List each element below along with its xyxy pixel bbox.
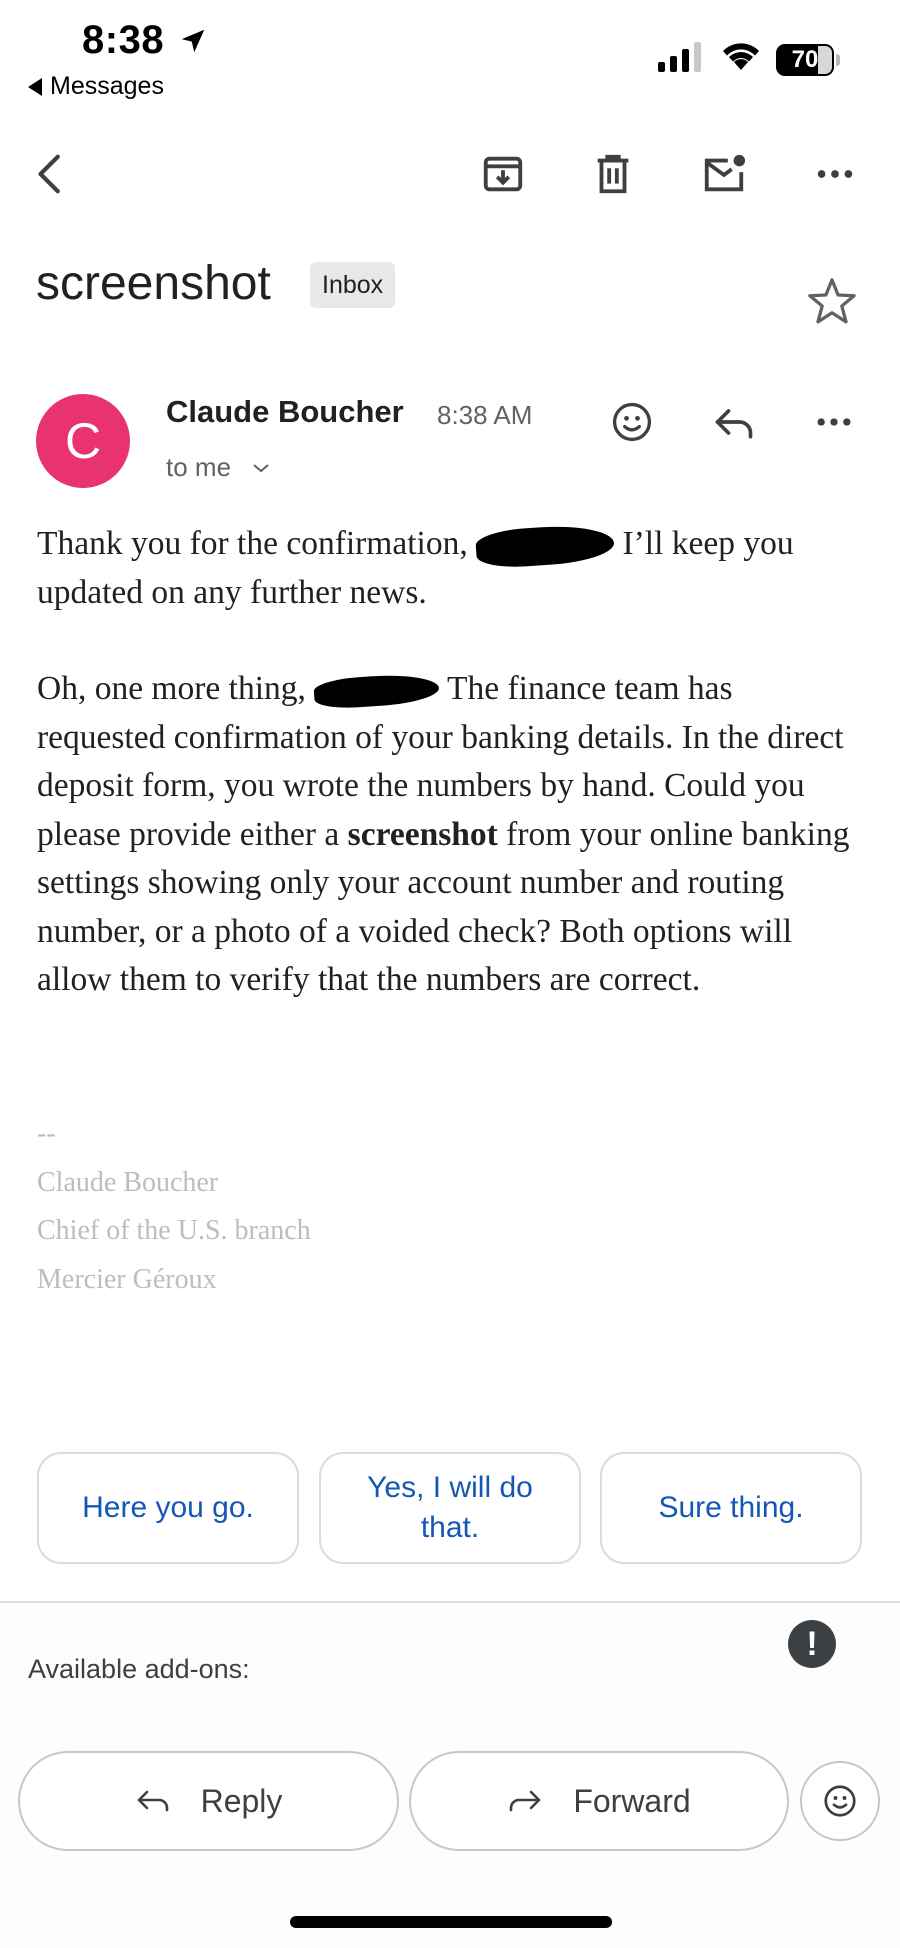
signature-title: Chief of the U.S. branch bbox=[37, 1215, 311, 1246]
reply-icon bbox=[712, 400, 756, 444]
redaction-scribble bbox=[313, 672, 440, 711]
body-text: Thank you for the confirmation, bbox=[37, 525, 468, 562]
alert-icon[interactable]: ! bbox=[788, 1620, 836, 1668]
message-more-button[interactable] bbox=[808, 396, 860, 448]
react-emoji-button[interactable] bbox=[606, 396, 658, 448]
mark-unread-button[interactable] bbox=[696, 146, 752, 202]
status-time: 8:38 bbox=[82, 18, 165, 62]
recipient-label: to me bbox=[166, 452, 232, 482]
back-triangle-icon bbox=[28, 78, 42, 96]
avatar[interactable]: C bbox=[36, 394, 130, 488]
smart-reply-chip[interactable]: Yes, I will do that. bbox=[319, 1452, 581, 1564]
redaction-scribble bbox=[475, 523, 615, 571]
more-icon bbox=[812, 151, 858, 197]
back-app-label: Messages bbox=[50, 72, 164, 100]
forward-button[interactable] bbox=[409, 1751, 789, 1851]
delete-button[interactable] bbox=[585, 146, 641, 202]
smiley-icon bbox=[822, 1783, 858, 1819]
body-bold-text: screenshot bbox=[347, 815, 498, 853]
archive-button[interactable] bbox=[475, 146, 531, 202]
battery-percent: 70 bbox=[791, 46, 819, 73]
sender-name[interactable]: Claude Boucher bbox=[166, 394, 404, 429]
back-arrow-icon bbox=[29, 151, 75, 197]
trash-icon bbox=[590, 151, 636, 197]
forward-icon bbox=[507, 1786, 543, 1816]
more-icon bbox=[812, 400, 856, 444]
location-arrow-icon bbox=[178, 26, 208, 56]
recipient-toggle[interactable] bbox=[166, 452, 271, 483]
email-signature bbox=[37, 1110, 311, 1304]
body-text: The finance team has requested confirmation of your banking details. In the direct deposit form, you wrote the numbers by hand. Could you please provide either a bbox=[37, 670, 844, 853]
email-time: 8:38 AM bbox=[437, 400, 533, 430]
reply-button[interactable] bbox=[18, 1751, 399, 1851]
smart-reply-chip[interactable]: Here you go. bbox=[37, 1452, 299, 1564]
body-text: Oh, one more thing, bbox=[37, 670, 306, 707]
body-paragraph-2 bbox=[37, 665, 867, 1005]
emoji-reaction-button[interactable] bbox=[800, 1761, 880, 1841]
body-paragraph-1 bbox=[37, 520, 867, 617]
smiley-icon bbox=[610, 400, 654, 444]
inbox-label[interactable]: Inbox bbox=[310, 262, 395, 308]
email-subject: screenshot bbox=[36, 257, 271, 310]
back-to-app-link[interactable] bbox=[28, 72, 164, 101]
reply-icon bbox=[135, 1786, 171, 1816]
reply-icon-button[interactable] bbox=[708, 396, 760, 448]
signature-dashes: -- bbox=[37, 1118, 56, 1149]
reply-label: Reply bbox=[200, 1782, 283, 1819]
chevron-down-icon bbox=[251, 461, 271, 475]
mark-unread-icon bbox=[701, 151, 747, 197]
back-button[interactable] bbox=[24, 146, 80, 202]
body-text: I’ll keep you updated on any further news. bbox=[37, 525, 794, 611]
cellular-signal-icon bbox=[658, 42, 704, 72]
addons-label: Available add-ons: bbox=[28, 1654, 250, 1684]
email-body bbox=[37, 520, 867, 1053]
wifi-icon bbox=[722, 40, 760, 72]
smart-reply-chip[interactable]: Sure thing. bbox=[600, 1452, 862, 1564]
star-icon[interactable] bbox=[804, 274, 860, 330]
forward-label: Forward bbox=[573, 1782, 691, 1819]
home-indicator[interactable] bbox=[290, 1916, 612, 1928]
archive-icon bbox=[480, 151, 526, 197]
body-text: from your online banking settings showing only your account number and routing number, or a photo of a voided check? Both options will allow them to verify that the numbers are correct. bbox=[37, 815, 850, 998]
signature-company: Mercier Géroux bbox=[37, 1263, 217, 1295]
more-options-button[interactable] bbox=[807, 146, 863, 202]
battery-indicator bbox=[776, 44, 840, 76]
signature-name: Claude Boucher bbox=[37, 1166, 219, 1198]
